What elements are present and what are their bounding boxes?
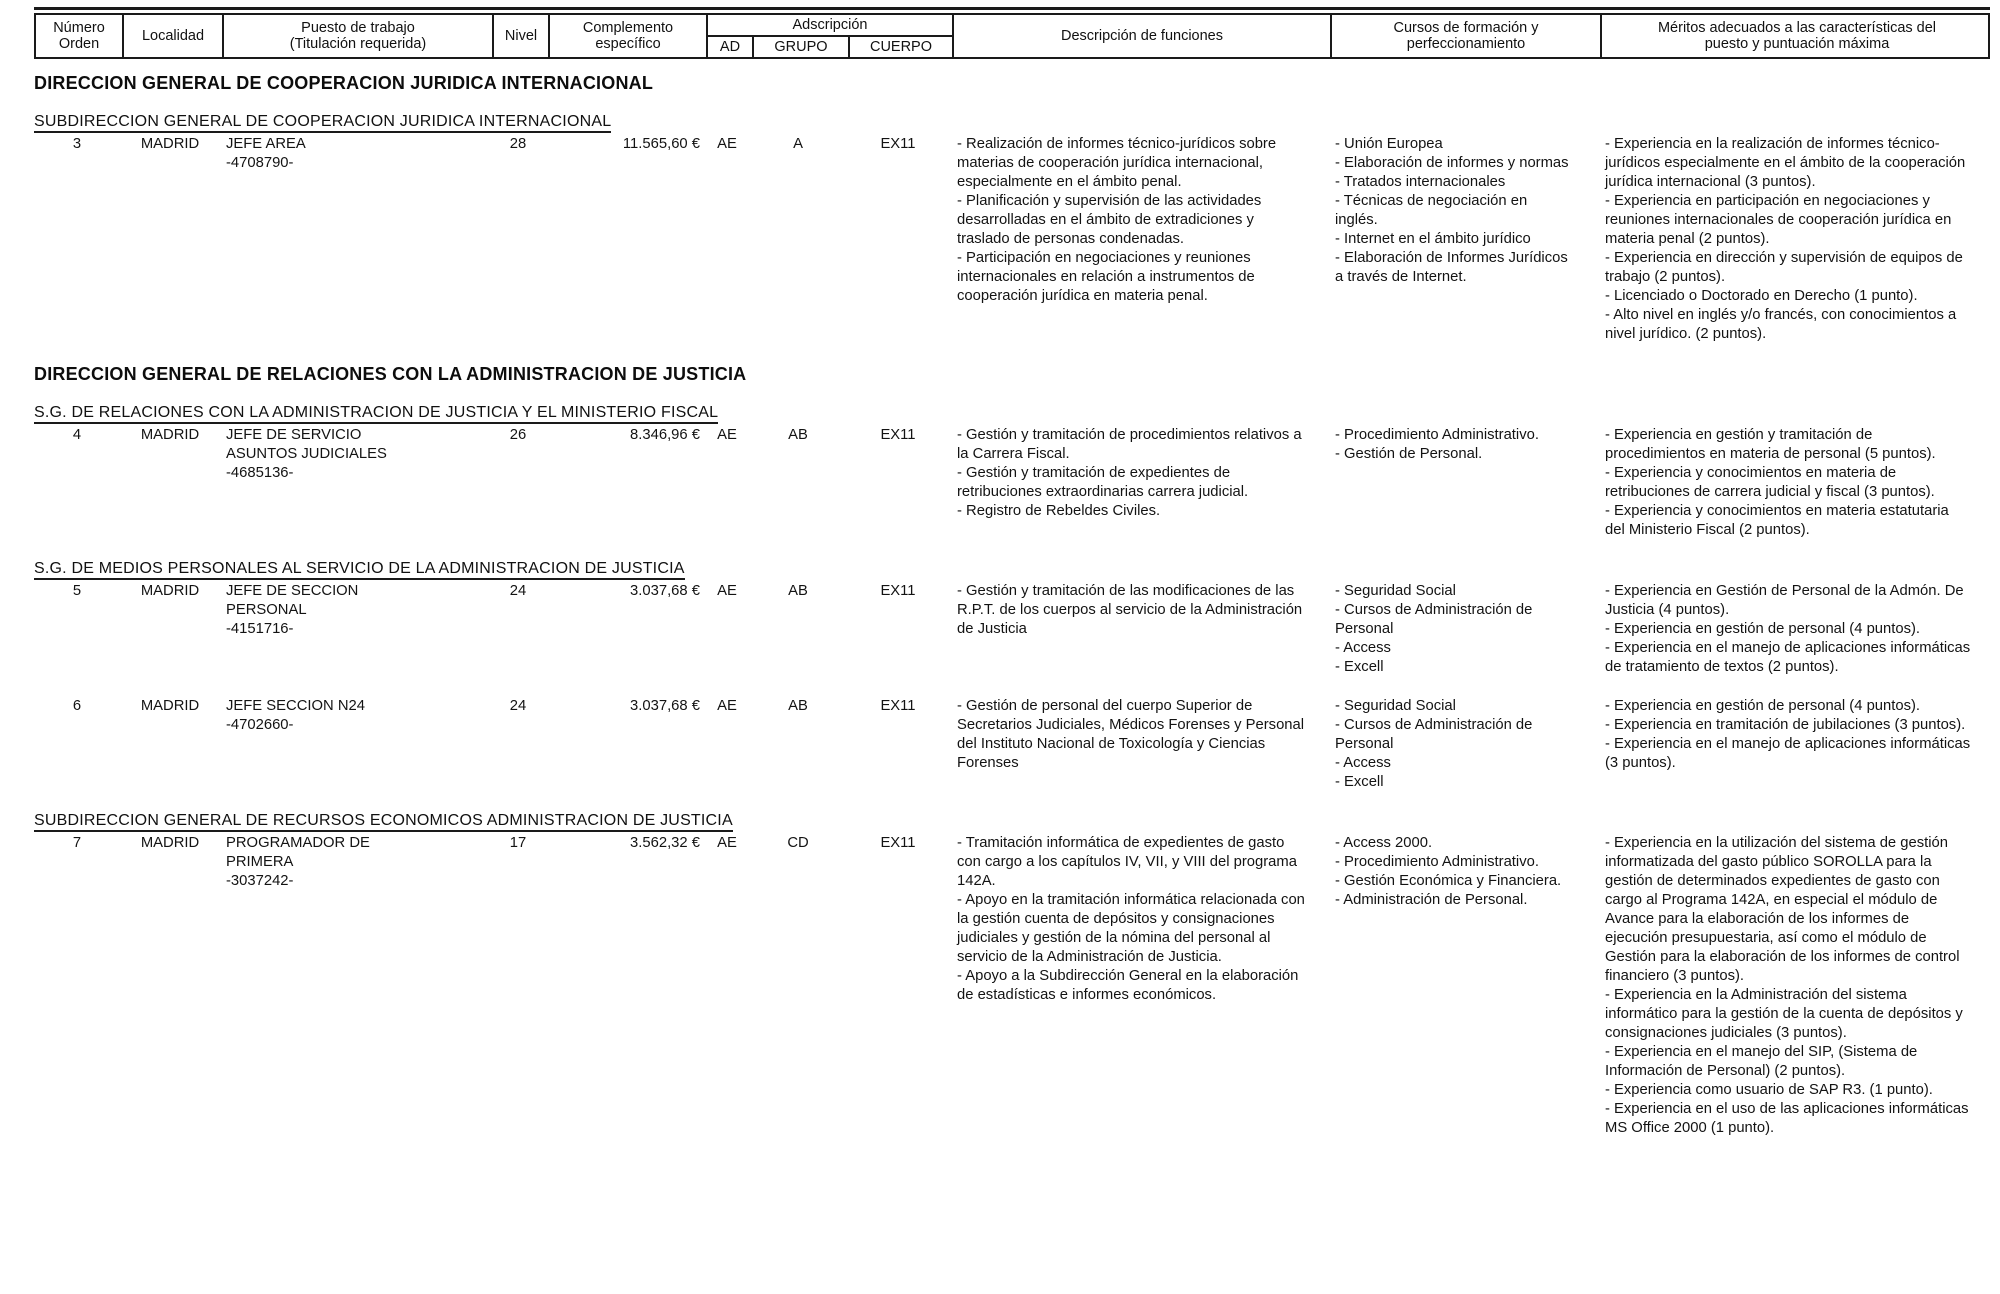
curso-item: - Gestión Económica y Financiera. — [1335, 873, 1562, 889]
curso-item: - Excell — [1335, 774, 1384, 790]
cell-cuerpo: EX11 — [880, 698, 916, 714]
puesto-line: -3037242- — [226, 873, 294, 889]
cell-localidad: MADRID — [140, 583, 200, 599]
header-ad: AD — [719, 39, 741, 55]
subsection-title — [34, 812, 1990, 830]
cell-nivel: 28 — [509, 136, 527, 152]
cell-meritos — [1598, 426, 1990, 540]
subsection-title — [34, 113, 1990, 131]
table-header — [34, 13, 1990, 59]
cell-puesto — [220, 582, 490, 677]
cell-puesto — [220, 834, 490, 1138]
descripcion-item: - Tramitación informática de expedientes de gasto con cargo a los capítulos IV, VII, y VIII del programa 142A. — [957, 835, 1297, 889]
header-localidad — [122, 15, 222, 57]
cell-nivel: 24 — [509, 583, 527, 599]
descripcion-item: - Gestión y tramitación de las modificaciones de las R.P.T. de los cuerpos al servicio de la Administración de Justicia — [957, 583, 1303, 637]
cell-complemento-especifico: 3.037,68 € — [630, 583, 700, 599]
descripcion-item: - Realización de informes técnico-jurídicos sobre materias de cooperación jurídica internacional, especialmente en el ámbito penal. — [957, 136, 1277, 190]
cell-numero-orden: 5 — [72, 583, 82, 599]
cell-grupo: AB — [788, 583, 808, 599]
cell-meritos — [1598, 582, 1990, 677]
header-complemento-line2: específico — [595, 36, 661, 52]
cell-descripcion-funciones — [950, 834, 1328, 1138]
cell-nivel: 17 — [509, 835, 527, 851]
curso-item: - Elaboración de informes y normas — [1335, 155, 1569, 171]
header-adscripcion — [706, 15, 952, 57]
cell-numero-orden: 7 — [72, 835, 82, 851]
puesto-line: -4151716- — [226, 621, 294, 637]
cell-cursos-formacion — [1328, 697, 1598, 792]
puesto-line: ASUNTOS JUDICIALES — [226, 446, 387, 462]
curso-item: - Access — [1335, 755, 1391, 771]
cell-grupo: A — [793, 136, 803, 152]
header-adscripcion-label: Adscripción — [708, 15, 952, 37]
header-cuerpo: CUERPO — [848, 37, 952, 57]
header-cursos-line1: Cursos de formación y — [1393, 20, 1539, 36]
cell-complemento-especifico: 11.565,60 € — [622, 136, 700, 152]
header-puesto — [222, 15, 492, 57]
header-numero-orden — [36, 15, 122, 57]
descripcion-item: - Gestión y tramitación de expedientes de retribuciones extraordinarias carrera judicial. — [957, 465, 1249, 500]
cell-descripcion-funciones — [950, 582, 1328, 677]
curso-item: - Administración de Personal. — [1335, 892, 1528, 908]
curso-item: - Seguridad Social — [1335, 583, 1456, 599]
merito-item: - Experiencia en dirección y supervisión de equipos de trabajo (2 puntos). — [1605, 250, 1963, 285]
header-localidad-label: Localidad — [141, 28, 205, 44]
descripcion-item: - Gestión de personal del cuerpo Superior de Secretarios Judiciales, Médicos Forenses y Personal del Instituto Nacional de Toxicología y Ciencias Forenses — [957, 698, 1305, 771]
cell-cursos-formacion — [1328, 582, 1598, 677]
header-numero-line1: Número — [53, 20, 105, 36]
cell-numero-orden: 3 — [72, 136, 82, 152]
curso-item: - Gestión de Personal. — [1335, 446, 1483, 462]
table-row — [34, 426, 1990, 540]
header-cursos — [1330, 15, 1600, 57]
merito-item: - Experiencia como usuario de SAP R3. (1 punto). — [1605, 1082, 1933, 1098]
descripcion-item: - Gestión y tramitación de procedimientos relativos a la Carrera Fiscal. — [957, 427, 1302, 462]
cell-grupo: CD — [787, 835, 809, 851]
merito-item: - Experiencia en el manejo de aplicaciones informáticas (3 puntos). — [1605, 736, 1971, 771]
cell-cuerpo: EX11 — [880, 583, 916, 599]
puesto-line: JEFE AREA — [226, 136, 306, 152]
section-title: DIRECCION GENERAL DE COOPERACION JURIDICA INTERNACIONAL — [34, 73, 654, 93]
merito-item: - Experiencia en participación en negociaciones y reuniones internacionales de cooperación jurídica en materia penal (2 puntos). — [1605, 193, 1952, 247]
header-puesto-line1: Puesto de trabajo — [301, 20, 415, 36]
merito-item: - Experiencia en la realización de informes técnico-jurídicos especialmente en el ámbito de la cooperación jurídica internacional (3 puntos). — [1605, 136, 1966, 190]
curso-item: - Access 2000. — [1335, 835, 1433, 851]
cell-cursos-formacion — [1328, 135, 1598, 344]
header-complemento-line1: Complemento — [582, 20, 674, 36]
puesto-line: JEFE DE SERVICIO — [226, 427, 362, 443]
subsection-title-text: SUBDIRECCION GENERAL DE RECURSOS ECONOMICOS ADMINISTRACION DE JUSTICIA — [34, 812, 733, 832]
header-meritos-line1: Méritos adecuados a las características del — [1657, 20, 1937, 36]
header-nivel — [492, 15, 548, 57]
cell-ad: AE — [717, 835, 737, 851]
cell-localidad: MADRID — [140, 698, 200, 714]
cell-complemento-especifico: 8.346,96 € — [630, 427, 700, 443]
header-numero-line2: Orden — [58, 36, 100, 52]
cell-cuerpo: EX11 — [880, 136, 916, 152]
cell-descripcion-funciones — [950, 697, 1328, 792]
curso-item: - Seguridad Social — [1335, 698, 1456, 714]
header-descripcion — [952, 15, 1330, 57]
descripcion-item: - Participación en negociaciones y reuniones internacionales en relación a instrumentos de cooperación jurídica en materia penal. — [957, 250, 1255, 304]
puesto-line: JEFE SECCION N24 — [226, 698, 365, 714]
table-row — [34, 697, 1990, 792]
puesto-line: -4708790- — [226, 155, 294, 171]
cell-meritos — [1598, 697, 1990, 792]
header-nivel-label: Nivel — [504, 28, 538, 44]
cell-numero-orden: 4 — [72, 427, 82, 443]
subsection-title — [34, 560, 1990, 578]
cell-nivel: 26 — [509, 427, 527, 443]
descripcion-item: - Planificación y supervisión de las actividades desarrolladas en el ámbito de extradiciones y traslado de personas condenadas. — [957, 193, 1262, 247]
cell-descripcion-funciones — [950, 135, 1328, 344]
merito-item: - Experiencia en Gestión de Personal de la Admón. De Justicia (4 puntos). — [1605, 583, 1964, 618]
header-complemento — [548, 15, 706, 57]
cell-cursos-formacion — [1328, 426, 1598, 540]
curso-item: - Procedimiento Administrativo. — [1335, 854, 1539, 870]
cell-complemento-especifico: 3.562,32 € — [630, 835, 700, 851]
table-body — [34, 73, 1990, 1138]
curso-item: - Elaboración de Informes Jurídicos a través de Internet. — [1335, 250, 1568, 285]
puesto-line: -4685136- — [226, 465, 294, 481]
cell-localidad: MADRID — [140, 427, 200, 443]
cell-meritos — [1598, 834, 1990, 1138]
cell-puesto — [220, 697, 490, 792]
table-row — [34, 135, 1990, 344]
cell-numero-orden: 6 — [72, 698, 82, 714]
cell-descripcion-funciones — [950, 426, 1328, 540]
cell-complemento-especifico: 3.037,68 € — [630, 698, 700, 714]
curso-item: - Técnicas de negociación en inglés. — [1335, 193, 1528, 228]
merito-item: - Experiencia en tramitación de jubilaciones (3 puntos). — [1605, 717, 1966, 733]
merito-item: - Experiencia en el uso de las aplicaciones informáticas MS Office 2000 (1 punto). — [1605, 1101, 1969, 1136]
cell-localidad: MADRID — [140, 136, 200, 152]
cell-localidad: MADRID — [140, 835, 200, 851]
header-descripcion-label: Descripción de funciones — [1060, 28, 1223, 44]
merito-item: - Experiencia en gestión y tramitación de procedimientos en materia de personal (5 puntos). — [1605, 427, 1936, 462]
curso-item: - Excell — [1335, 659, 1384, 675]
curso-item: - Cursos de Administración de Personal — [1335, 717, 1533, 752]
descripcion-item: - Apoyo a la Subdirección General en la elaboración de estadísticas e informes económicos. — [957, 968, 1299, 1003]
merito-item: - Alto nivel en inglés y/o francés, con conocimientos a nivel jurídico. (2 puntos). — [1605, 307, 1957, 342]
cell-meritos — [1598, 135, 1990, 344]
puesto-line: -4702660- — [226, 717, 294, 733]
cell-grupo: AB — [788, 698, 808, 714]
merito-item: - Experiencia en el manejo de aplicaciones informáticas de tratamiento de textos (2 puntos). — [1605, 640, 1971, 675]
curso-item: - Access — [1335, 640, 1391, 656]
subsection-title-text: S.G. DE MEDIOS PERSONALES AL SERVICIO DE LA ADMINISTRACION DE JUSTICIA — [34, 560, 685, 580]
merito-item: - Experiencia en gestión de personal (4 puntos). — [1605, 698, 1921, 714]
section-title: DIRECCION GENERAL DE RELACIONES CON LA ADMINISTRACION DE JUSTICIA — [34, 364, 747, 384]
header-puesto-line2: (Titulación requerida) — [289, 36, 427, 52]
puesto-line: JEFE DE SECCION — [226, 583, 359, 599]
merito-item: - Licenciado o Doctorado en Derecho (1 punto). — [1605, 288, 1918, 304]
top-rule — [34, 7, 1990, 10]
cell-puesto — [220, 426, 490, 540]
descripcion-item: - Apoyo en la tramitación informática relacionada con la gestión cuenta de depósitos y consignaciones judiciales y gestión de la nómina del personal al servicio de la Administración de Justicia. — [957, 892, 1305, 965]
merito-item: - Experiencia en el manejo del SIP, (Sistema de Información de Personal) (2 puntos). — [1605, 1044, 1918, 1079]
cell-cuerpo: EX11 — [880, 835, 916, 851]
subsection-title — [34, 404, 1990, 422]
table-row — [34, 834, 1990, 1138]
merito-item: - Experiencia en la Administración del sistema informático para la gestión de la cuenta de depósitos y consignaciones judiciales (3 puntos). — [1605, 987, 1963, 1041]
cell-cuerpo: EX11 — [880, 427, 916, 443]
merito-item: - Experiencia en gestión de personal (4 puntos). — [1605, 621, 1921, 637]
cell-ad: AE — [717, 698, 737, 714]
merito-item: - Experiencia y conocimientos en materia estatutaria del Ministerio Fiscal (2 puntos). — [1605, 503, 1949, 538]
cell-grupo: AB — [788, 427, 808, 443]
cell-ad: AE — [717, 427, 737, 443]
cell-ad: AE — [717, 583, 737, 599]
merito-item: - Experiencia en la utilización del sistema de gestión informatizada del gasto público SOROLLA para la gestión de determinados expedientes de gasto con cargo al Programa 142A, en especial el módulo de Avance para la elaboración de los informes de ejecución presupuestaria, así como el módulo de Gestión para la elaboración de los informes de control financiero (3 puntos). — [1605, 835, 1960, 984]
cell-cursos-formacion — [1328, 834, 1598, 1138]
curso-item: - Procedimiento Administrativo. — [1335, 427, 1539, 443]
curso-item: - Tratados internacionales — [1335, 174, 1506, 190]
header-cursos-line2: perfeccionamiento — [1406, 36, 1526, 52]
cell-puesto — [220, 135, 490, 344]
header-adscripcion-subrow — [708, 37, 952, 57]
curso-item: - Cursos de Administración de Personal — [1335, 602, 1533, 637]
cell-ad: AE — [717, 136, 737, 152]
puesto-line: PERSONAL — [226, 602, 307, 618]
curso-item: - Unión Europea — [1335, 136, 1443, 152]
puesto-line: PRIMERA — [226, 854, 294, 870]
header-meritos-line2: puesto y puntuación máxima — [1704, 36, 1890, 52]
puesto-line: PROGRAMADOR DE — [226, 835, 370, 851]
cell-nivel: 24 — [509, 698, 527, 714]
header-grupo: GRUPO — [752, 37, 848, 57]
descripcion-item: - Registro de Rebeldes Civiles. — [957, 503, 1161, 519]
document-page — [0, 7, 2000, 1294]
subsection-title-text: SUBDIRECCION GENERAL DE COOPERACION JURIDICA INTERNACIONAL — [34, 113, 611, 133]
header-meritos — [1600, 15, 1992, 57]
merito-item: - Experiencia y conocimientos en materia de retribuciones de carrera judicial y fiscal (3 puntos). — [1605, 465, 1935, 500]
table-row — [34, 582, 1990, 677]
curso-item: - Internet en el ámbito jurídico — [1335, 231, 1531, 247]
subsection-title-text: S.G. DE RELACIONES CON LA ADMINISTRACION DE JUSTICIA Y EL MINISTERIO FISCAL — [34, 404, 718, 424]
